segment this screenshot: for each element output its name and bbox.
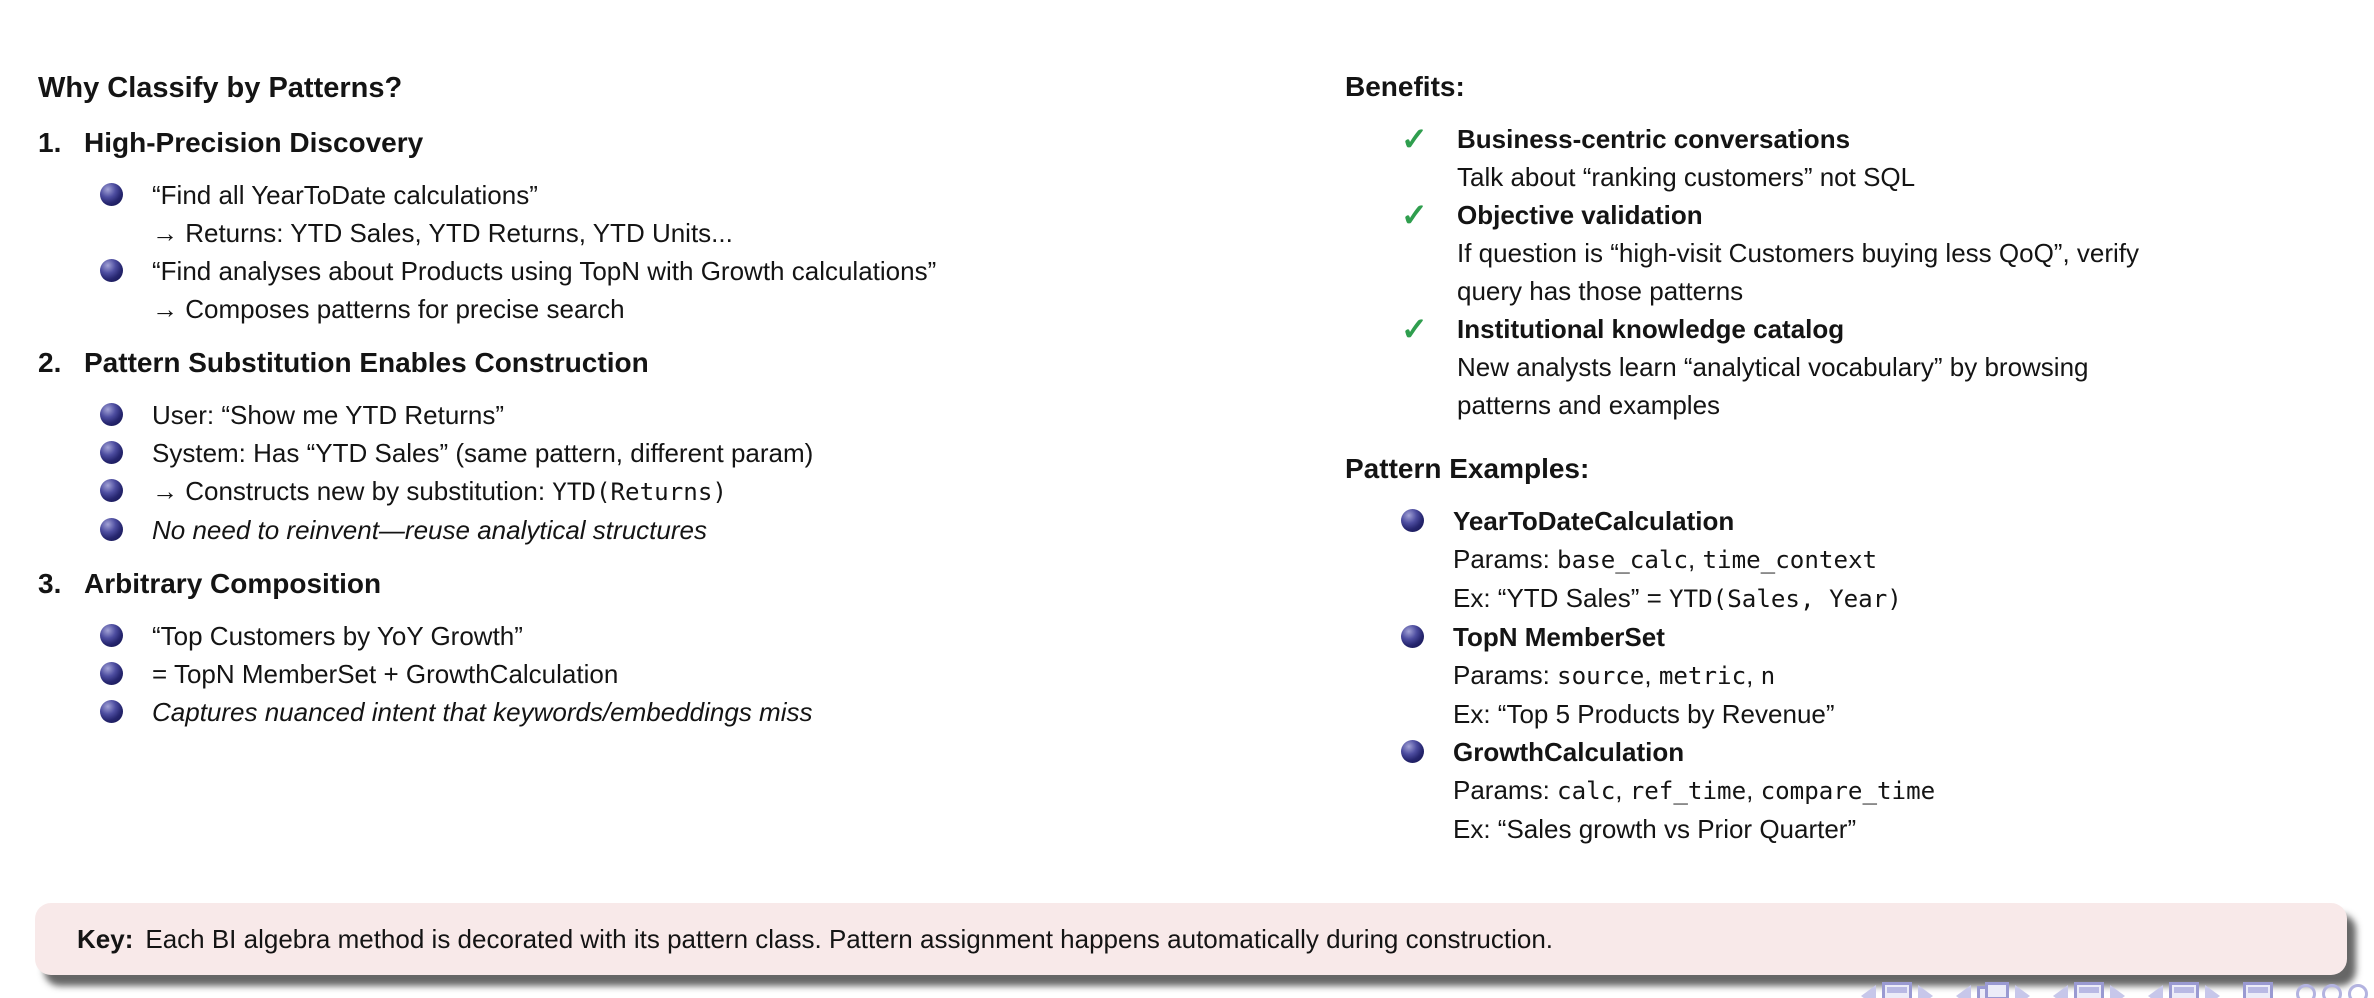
benefits-list (1401, 120, 2350, 424)
key-label: Key: (77, 923, 134, 954)
list-item (100, 252, 1223, 290)
list-item-text: User: “Show me YTD Returns” (152, 400, 505, 430)
pattern-examples-heading: Pattern Examples: (1345, 453, 1590, 484)
list-item-text: → Constructs new by substitution: YTD(Returns) (152, 476, 727, 506)
pattern-example: Ex: “Top 5 Products by Revenue” (1453, 699, 1835, 729)
benefit-item (1401, 310, 2350, 424)
prev-subsection-icon[interactable] (2053, 985, 2068, 998)
benefit-desc: If question is “high-visit Customers buying less QoQ”, verify (1457, 238, 2140, 268)
benefit-title: Institutional knowledge catalog (1457, 314, 1845, 344)
pattern-item (1401, 502, 2350, 618)
check-icon: ✓ (1401, 311, 1428, 347)
section-3-heading (38, 565, 1223, 603)
back-circle-icon[interactable] (2296, 984, 2316, 998)
pattern-name: TopN MemberSet (1453, 622, 1665, 652)
benefit-title: Business-centric conversations (1457, 124, 1851, 154)
benefit-desc: query has those patterns (1457, 276, 1744, 306)
section-3-items (100, 617, 1223, 731)
ball-bullet-icon (100, 700, 123, 723)
pattern-params: Params: base_calc, time_context (1453, 544, 1878, 574)
list-item-subtext: → Composes patterns for precise search (152, 294, 625, 324)
list-item-text: “Find all YearToDate calculations” (152, 180, 538, 210)
list-item (100, 176, 1223, 214)
prev-section-icon[interactable] (2148, 985, 2163, 998)
section-1-items (100, 176, 1223, 328)
prev-frame-icon[interactable] (1956, 985, 1971, 998)
ball-bullet-icon (100, 518, 123, 541)
list-item-text: Captures nuanced intent that keywords/embeddings miss (152, 697, 813, 727)
slide-icon[interactable] (1882, 982, 1912, 998)
pattern-example: Ex: “YTD Sales” = YTD(Sales, Year) (1453, 583, 1902, 613)
pattern-item (1401, 618, 2350, 733)
next-slide-icon[interactable] (1918, 985, 1933, 998)
pattern-name: YearToDateCalculation (1453, 506, 1735, 536)
list-item-text: System: Has “YTD Sales” (same pattern, different param) (152, 438, 814, 468)
list-item (100, 434, 1223, 472)
benefit-desc: patterns and examples (1457, 390, 1721, 420)
ball-bullet-icon (100, 624, 123, 647)
ball-bullet-icon (1401, 509, 1424, 532)
frame-icon[interactable] (1977, 982, 2009, 998)
section-2-heading (38, 344, 1223, 382)
pattern-params: Params: calc, ref_time, compare_time (1453, 775, 1936, 805)
check-icon: ✓ (1401, 121, 1428, 157)
benefit-item (1401, 196, 2350, 310)
list-item (100, 511, 1223, 549)
benefit-title: Objective validation (1457, 200, 1703, 230)
pattern-name: GrowthCalculation (1453, 737, 1685, 767)
section-2-number: 2. (38, 347, 62, 378)
next-frame-icon[interactable] (2015, 985, 2030, 998)
ball-bullet-icon (100, 259, 123, 282)
ball-bullet-icon (100, 479, 123, 502)
pattern-item (1401, 733, 2350, 848)
list-item-text: “Find analyses about Products using TopN with Growth calculations” (152, 256, 937, 286)
next-subsection-icon[interactable] (2110, 985, 2125, 998)
subsection-icon[interactable] (2074, 982, 2104, 998)
section-1-heading (38, 124, 1223, 162)
list-item (100, 472, 1223, 511)
list-item-text: No need to reinvent—reuse analytical structures (152, 515, 707, 545)
list-item-text: = TopN MemberSet + GrowthCalculation (152, 659, 619, 689)
pattern-params: Params: source, metric, n (1453, 660, 1776, 690)
next-section-icon[interactable] (2205, 985, 2220, 998)
ball-bullet-icon (1401, 740, 1424, 763)
page-title: Why Classify by Patterns? (38, 72, 403, 104)
benefit-desc: Talk about “ranking customers” not SQL (1457, 162, 1916, 192)
benefits-heading: Benefits: (1345, 71, 1465, 102)
section-3-number: 3. (38, 568, 62, 599)
section-3-title: Arbitrary Composition (84, 568, 382, 599)
beamer-navigation-bar (1847, 982, 2368, 998)
list-item-text: “Top Customers by YoY Growth” (152, 621, 523, 651)
presentation-icon[interactable] (2243, 982, 2273, 998)
ball-bullet-icon (100, 403, 123, 426)
list-item (100, 693, 1223, 731)
key-callout-box (35, 903, 2347, 975)
benefit-desc: New analysts learn “analytical vocabulary” by browsing (1457, 352, 2089, 382)
left-column (38, 68, 1223, 741)
list-item-subtext: → Returns: YTD Sales, YTD Returns, YTD Units... (152, 218, 733, 248)
ball-bullet-icon (100, 441, 123, 464)
pattern-example: Ex: “Sales growth vs Prior Quarter” (1453, 814, 1857, 844)
prev-slide-icon[interactable] (1861, 985, 1876, 998)
list-item (100, 396, 1223, 434)
section-1-number: 1. (38, 127, 62, 158)
list-item (100, 617, 1223, 655)
check-icon: ✓ (1401, 197, 1428, 233)
list-item (100, 655, 1223, 693)
section-icon[interactable] (2169, 982, 2199, 998)
section-2-title: Pattern Substitution Enables Construction (84, 347, 649, 378)
benefit-item (1401, 120, 2350, 196)
forward-circle-icon[interactable] (2322, 984, 2342, 998)
key-text: Each BI algebra method is decorated with its pattern class. Pattern assignment happens automatically during construction. (145, 923, 1554, 954)
ball-bullet-icon (1401, 625, 1424, 648)
right-column (1345, 68, 2350, 848)
section-2-items (100, 396, 1223, 549)
section-1-title: High-Precision Discovery (84, 127, 424, 158)
ball-bullet-icon (100, 662, 123, 685)
pattern-examples-list (1401, 502, 2350, 848)
search-circle-icon[interactable] (2348, 984, 2368, 998)
ball-bullet-icon (100, 183, 123, 206)
